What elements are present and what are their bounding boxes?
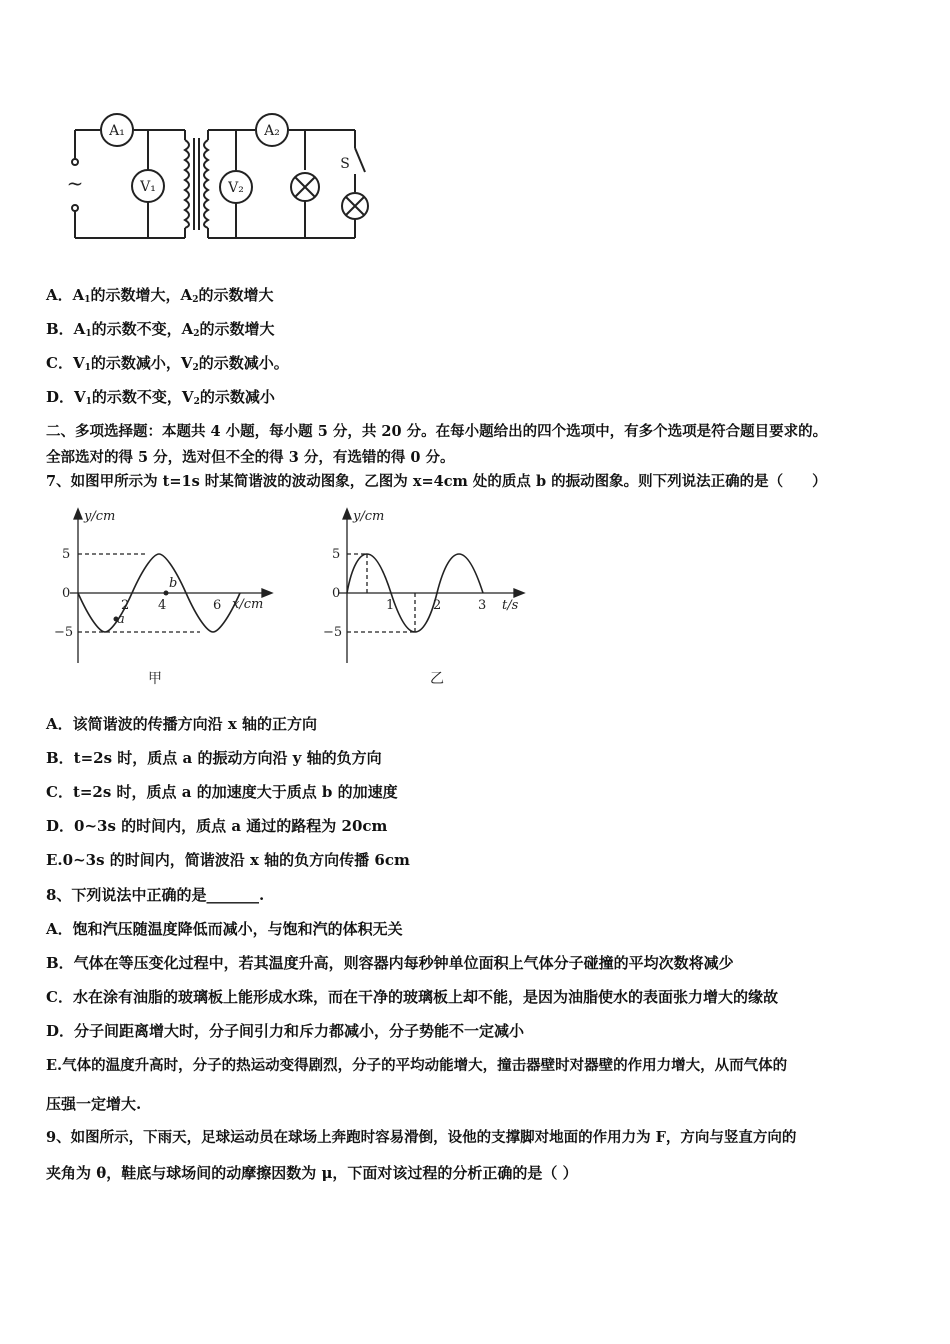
q6-b-sub2: 2 — [193, 329, 200, 339]
jia-ylabel: y/cm — [84, 509, 116, 524]
q6-b-sub1: 1 — [85, 329, 92, 339]
q7-option-e[interactable]: E.0~3s 的时间内，简谐波沿 x 轴的负方向传播 6cm — [46, 851, 410, 869]
jia-ytick-neg5: −5 — [54, 625, 74, 640]
yi-xtick-3: 3 — [478, 598, 487, 613]
q9-stem-line2: 夹角为 θ，鞋底与球场间的动摩擦因数为 μ，下面对该过程的分析正确的是（ ） — [46, 1164, 578, 1182]
voltmeter-v2-label: V₂ — [228, 180, 244, 196]
q9-stem-line1: 9、如图所示，下雨天，足球运动员在球场上奔跑时容易滑倒，设他的支撑脚对地面的作用力为 F，方向与竖直方向的 — [46, 1129, 797, 1146]
jia-caption: 甲 — [148, 671, 162, 687]
q6-c-sub2: 2 — [192, 363, 199, 373]
q6-a-sub1: 1 — [84, 295, 91, 305]
q6-d-sub2: 2 — [193, 397, 200, 407]
yi-xtick-1: 1 — [386, 598, 395, 613]
point-b-marker — [164, 591, 169, 596]
ammeter-a2-label: A₂ — [264, 123, 280, 139]
q8-option-e-line1[interactable]: E.气体的温度升高时，分子的热运动变得剧烈，分子的平均动能增大，撞击器壁时对器壁的作用力增大，从而气体的 — [46, 1057, 788, 1074]
jia-xlabel: x/cm — [232, 597, 264, 612]
yi-ylabel: y/cm — [353, 509, 385, 524]
q6-a-sub2: 2 — [192, 295, 199, 305]
q6-option-d[interactable] — [46, 387, 275, 412]
yi-xtick-2: 2 — [433, 598, 442, 613]
q8-option-a[interactable]: A．饱和汽压随温度降低而减小，与饱和汽的体积无关 — [46, 920, 403, 938]
q6-d-part3: 的示数减小 — [199, 388, 275, 406]
source-symbol: ~ — [66, 171, 84, 195]
q7-option-b[interactable]: B．t=2s 时，质点 a 的振动方向沿 y 轴的负方向 — [46, 749, 382, 767]
q6-option-b[interactable] — [46, 319, 275, 344]
q6-a-part3: 的示数增大 — [198, 286, 274, 304]
q6-option-c[interactable] — [46, 353, 289, 378]
q6-b-part3: 的示数增大 — [199, 320, 275, 338]
jia-xtick-6: 6 — [213, 598, 222, 613]
q6-c-part2: 的示数减小，V — [90, 354, 193, 372]
q6-a-part1: A．A — [46, 286, 85, 304]
wave-graph-jia — [50, 505, 290, 695]
q6-c-part3: 的示数减小。 — [198, 354, 289, 372]
q8-option-d[interactable]: D．分子间距离增大时，分子间引力和斥力都减小，分子势能不一定减小 — [46, 1022, 525, 1040]
jia-ytick-5: 5 — [62, 547, 71, 562]
jia-ytick-0: 0 — [62, 586, 71, 601]
q7-option-c[interactable]: C．t=2s 时，质点 a 的加速度大于质点 b 的加速度 — [46, 783, 398, 801]
vibration-graph-yi — [322, 505, 542, 695]
jia-xtick-2: 2 — [121, 598, 130, 613]
q8-option-e-line2[interactable]: 压强一定增大. — [46, 1095, 142, 1113]
q6-option-a[interactable] — [46, 285, 273, 310]
q6-c-part1: C．V — [46, 354, 85, 372]
q6-a-part2: 的示数增大，A — [90, 286, 193, 304]
jia-point-a-label: a — [117, 612, 125, 627]
q6-d-sub1: 1 — [85, 397, 92, 407]
yi-caption: 乙 — [430, 671, 444, 687]
q6-d-part1: D．V — [46, 388, 86, 406]
q6-d-part2: 的示数不变，V — [91, 388, 194, 406]
q7-option-a[interactable]: A．该简谐波的传播方向沿 x 轴的正方向 — [46, 715, 318, 733]
voltmeter-v1-label: V₁ — [140, 179, 156, 195]
q6-b-part1: B．A — [46, 320, 86, 338]
q8-option-c[interactable]: C．水在涂有油脂的玻璃板上能形成水珠，而在干净的玻璃板上却不能，是因为油脂使水的表面张力增大的缘故 — [46, 988, 778, 1006]
switch-label: S — [340, 156, 350, 172]
section2-heading-line2: 全部选对的得 5 分，选对但不全的得 3 分，有选错的得 0 分。 — [46, 449, 455, 466]
q8-option-b[interactable]: B．气体在等压变化过程中，若其温度升高，则容器内每秒钟单位面积上气体分子碰撞的平均次数将减少 — [46, 954, 734, 972]
q7-stem: 7、如图甲所示为 t=1s 时某简谐波的波动图象，乙图为 x=4cm 处的质点 b 的振动图象。则下列说法正确的是（ ） — [46, 473, 827, 490]
jia-point-b-label: b — [169, 576, 178, 591]
section2-heading-line1: 二、多项选择题：本题共 4 小题，每小题 5 分，共 20 分。在每小题给出的四个选项中，有多个选项是符合题目要求的。 — [46, 423, 828, 440]
transformer-circuit-diagram — [55, 110, 385, 250]
yi-ytick-neg5: −5 — [323, 625, 343, 640]
q6-c-sub1: 1 — [84, 363, 91, 373]
yi-xlabel: t/s — [502, 598, 519, 613]
q7-option-d[interactable]: D．0~3s 的时间内，质点 a 通过的路程为 20cm — [46, 817, 388, 835]
yi-ytick-5: 5 — [332, 547, 341, 562]
q8-stem: 8、下列说法中正确的是_______. — [46, 886, 265, 904]
ammeter-a1-label: A₁ — [109, 123, 125, 139]
jia-xtick-4: 4 — [158, 598, 167, 613]
q6-b-part2: 的示数不变，A — [91, 320, 194, 338]
yi-ytick-0: 0 — [332, 586, 341, 601]
